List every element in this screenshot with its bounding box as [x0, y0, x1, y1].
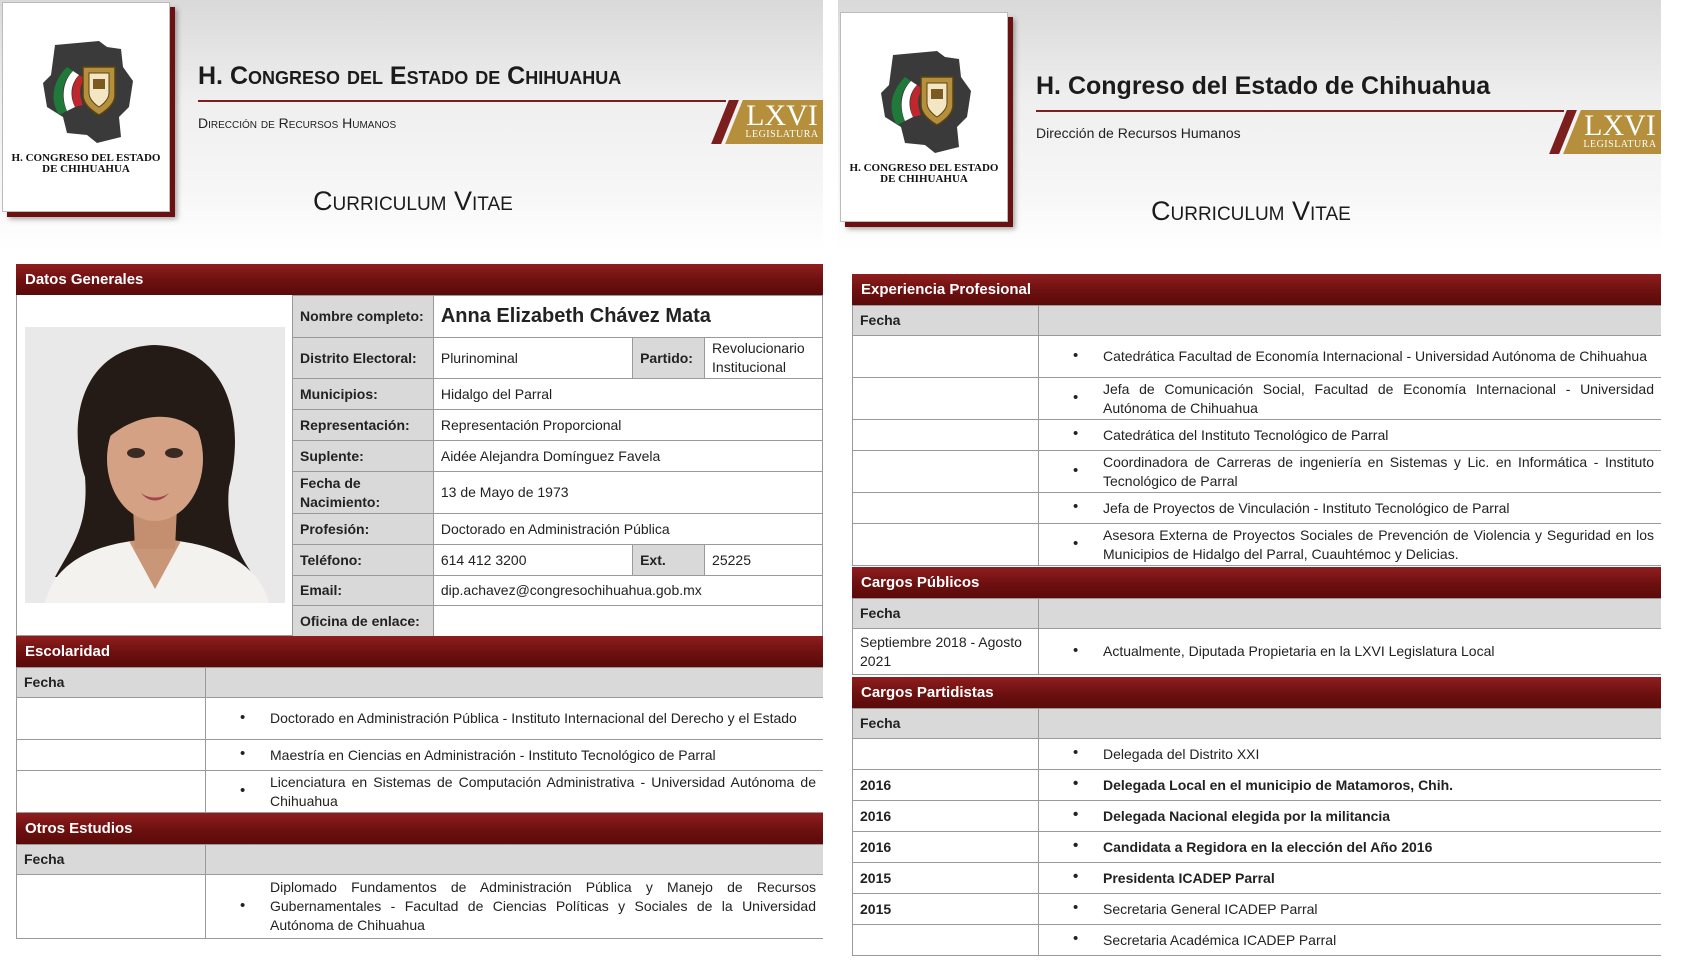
field-label: Distrito Electoral: [293, 338, 434, 379]
logo-caption-line: H. CONGRESO DEL ESTADO [849, 162, 999, 174]
list-item: • Candidata a Regidora en la elección del Año 2016 [1039, 832, 1662, 863]
list-item: • Secretaria General ICADEP Parral [1039, 894, 1662, 925]
table-row [293, 338, 823, 379]
header-cell [1039, 306, 1662, 336]
field-label: Representación: [293, 410, 434, 441]
otros-estudios-table [16, 844, 823, 939]
email-link[interactable]: dip.achavez@congresochihuahua.gob.mx [433, 576, 822, 606]
list-item: • Secretaria Académica ICADEP Parral [1039, 925, 1662, 956]
table-row [853, 739, 1662, 770]
field-label: Fecha de Nacimiento: [293, 472, 434, 514]
table-row [853, 336, 1662, 378]
list-item: • Doctorado en Administración Pública - Instituto Internacional del Derecho y el Estado [206, 698, 824, 740]
experiencia-table [852, 305, 1661, 566]
list-item: • Catedrática Facultad de Economía Internacional - Universidad Autónoma de Chihuahua [1039, 336, 1662, 378]
field-value: 25225 [705, 545, 823, 576]
list-item: • Catedrática del Instituto Tecnológico de Parral [1039, 420, 1662, 451]
section-header-cargos-publicos: Cargos Públicos [852, 567, 1661, 598]
date-cell [17, 771, 206, 813]
logo-caption [7, 153, 165, 175]
field-value: Hidalgo del Parral [433, 379, 822, 410]
field-label: Partido: [633, 338, 705, 379]
table-row [293, 606, 823, 637]
field-label: Profesión: [293, 514, 434, 545]
table-row [293, 576, 823, 606]
field-label: Email: [293, 576, 434, 606]
cv-page-2 [838, 0, 1661, 962]
fecha-header: Fecha [853, 306, 1039, 336]
date-cell: Septiembre 2018 - Agosto 2021 [853, 629, 1039, 675]
field-value: Plurinominal [433, 338, 632, 379]
table-row [853, 770, 1662, 801]
field-label: Suplente: [293, 441, 434, 472]
list-item: • Asesora Externa de Proyectos Sociales de Prevención de Violencia y Seguridad en los Municipios de Hidalgo del Parral, Cuauhtémoc y Delicias. [1039, 524, 1662, 566]
document-title: Curriculum Vitae [1151, 196, 1351, 226]
date-cell [17, 740, 206, 771]
table-row [293, 514, 823, 545]
fecha-header: Fecha [853, 709, 1039, 739]
header-cell [1039, 599, 1662, 629]
date-cell [853, 524, 1039, 566]
table-row [853, 832, 1662, 863]
date-cell: 2015 [853, 863, 1039, 894]
list-item: • Presidenta ICADEP Parral [1039, 863, 1662, 894]
table-row [293, 545, 823, 576]
table-row [853, 629, 1662, 675]
logo-caption [845, 163, 1003, 185]
table-row [853, 925, 1662, 956]
date-cell [17, 875, 206, 939]
table-row [293, 472, 823, 514]
congress-title: H. Congreso del Estado de Chihuahua [1036, 72, 1491, 100]
header-cell [206, 668, 824, 698]
portrait-photo [25, 327, 285, 603]
table-row [17, 875, 824, 939]
field-value: Revolucionario Institucional [705, 338, 823, 379]
full-name: Anna Elizabeth Chávez Mata [433, 296, 822, 338]
table-header-row [853, 709, 1662, 739]
field-label: Ext. [633, 545, 705, 576]
cv-page-1 [0, 0, 823, 962]
table-header-row [853, 306, 1662, 336]
field-value: 614 412 3200 [433, 545, 632, 576]
cargos-publicos-table [852, 598, 1661, 675]
list-item: • Jefa de Proyectos de Vinculación - Instituto Tecnológico de Parral [1039, 493, 1662, 524]
congress-logo [2, 2, 170, 212]
date-cell [853, 451, 1039, 493]
date-cell [17, 698, 206, 740]
date-cell [853, 420, 1039, 451]
table-row [853, 894, 1662, 925]
date-cell [853, 493, 1039, 524]
date-cell: 2015 [853, 894, 1039, 925]
escolaridad-table [16, 667, 823, 813]
title-divider [198, 100, 726, 102]
list-item: • Licenciatura en Sistemas de Computación Administrativa - Universidad Autónoma de Chihuahua [206, 771, 824, 813]
document-title: Curriculum Vitae [313, 186, 513, 216]
table-header-row [17, 845, 824, 875]
chihuahua-map-seal-icon [37, 37, 137, 149]
section-header-datos-generales: Datos Generales [16, 264, 823, 295]
field-value: 13 de Mayo de 1973 [433, 472, 822, 514]
table-row [853, 493, 1662, 524]
table-row [853, 378, 1662, 420]
table-row [853, 801, 1662, 832]
table-row [293, 441, 823, 472]
field-label: Oficina de enlace: [293, 606, 434, 637]
date-cell: 2016 [853, 832, 1039, 863]
field-value: Doctorado en Administración Pública [433, 514, 822, 545]
logo-caption-line: H. CONGRESO DEL ESTADO [11, 152, 161, 164]
legislature-word: LEGISLATURA [1583, 139, 1657, 150]
section-header-experiencia: Experiencia Profesional [852, 274, 1661, 305]
list-item: • Coordinadora de Carreras de ingeniería en Sistemas y Lic. en Informática - Instituto Tecnológico de Parral [1039, 451, 1662, 493]
table-header-row [17, 668, 824, 698]
list-item: • Maestría en Ciencias en Administración - Instituto Tecnológico de Parral [206, 740, 824, 771]
table-header-row [853, 599, 1662, 629]
legislature-number: LXVI [1584, 109, 1656, 142]
department-title: Dirección de Recursos Humanos [198, 115, 397, 131]
legislature-word: LEGISLATURA [745, 129, 819, 140]
date-cell: 2016 [853, 770, 1039, 801]
date-cell: 2016 [853, 801, 1039, 832]
date-cell [853, 336, 1039, 378]
table-row [293, 379, 823, 410]
date-cell [853, 378, 1039, 420]
fecha-header: Fecha [853, 599, 1039, 629]
header-cell [1039, 709, 1662, 739]
date-cell [853, 739, 1039, 770]
fecha-header: Fecha [17, 845, 206, 875]
list-item: • Jefa de Comunicación Social, Facultad de Economía Internacional - Universidad Autónoma de Chihuahua [1039, 378, 1662, 420]
table-row [853, 863, 1662, 894]
field-label: Municipios: [293, 379, 434, 410]
legislature-badge [712, 100, 823, 144]
table-row [17, 740, 824, 771]
chihuahua-map-seal-icon [875, 47, 975, 159]
table-row [17, 771, 824, 813]
table-row [853, 524, 1662, 566]
legislature-number: LXVI [746, 99, 818, 132]
photo-cell [16, 295, 292, 636]
legislature-badge [1550, 110, 1661, 154]
list-item: • Delegada del Distrito XXI [1039, 739, 1662, 770]
section-header-escolaridad: Escolaridad [16, 636, 823, 667]
field-label: Nombre completo: [293, 296, 434, 338]
department-title: Dirección de Recursos Humanos [1036, 125, 1241, 141]
congress-logo [840, 12, 1008, 222]
list-item: • Actualmente, Diputada Propietaria en la LXVI Legislatura Local [1039, 629, 1662, 675]
logo-caption-line: DE CHIHUAHUA [42, 163, 130, 175]
list-item: • Delegada Local en el municipio de Matamoros, Chih. [1039, 770, 1662, 801]
table-row [853, 420, 1662, 451]
field-label: Teléfono: [293, 545, 434, 576]
table-row [17, 698, 824, 740]
table-row [293, 296, 823, 338]
date-cell [853, 925, 1039, 956]
logo-caption-line: DE CHIHUAHUA [880, 173, 968, 185]
congress-title: H. Congreso del Estado de Chihuahua [198, 62, 622, 90]
list-item: • Diplomado Fundamentos de Administración Pública y Manejo de Recursos Gubernamentales - Facultad de Ciencias Políticas y Sociales de la Universidad Autónoma de Chihuahua [206, 875, 824, 939]
section-header-otros-estudios: Otros Estudios [16, 813, 823, 844]
datos-generales-table [292, 295, 823, 637]
table-row [853, 451, 1662, 493]
header-cell [206, 845, 824, 875]
field-value: Representación Proporcional [433, 410, 822, 441]
cargos-partidistas-table [852, 708, 1661, 956]
field-value: Aidée Alejandra Domínguez Favela [433, 441, 822, 472]
table-row [293, 410, 823, 441]
list-item: • Delegada Nacional elegida por la militancia [1039, 801, 1662, 832]
title-divider [1036, 110, 1564, 112]
field-value [433, 606, 822, 637]
fecha-header: Fecha [17, 668, 206, 698]
section-header-cargos-partidistas: Cargos Partidistas [852, 677, 1661, 708]
